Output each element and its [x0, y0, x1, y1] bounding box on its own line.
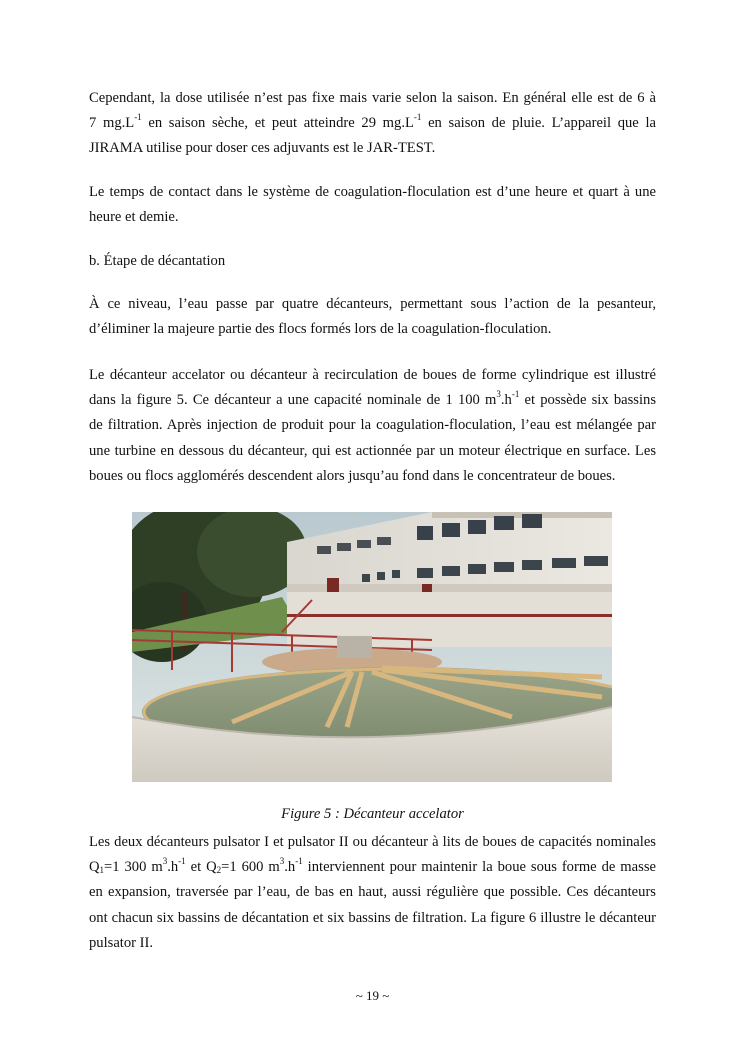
figure-caption: Figure 5 : Décanteur accelator [281, 806, 464, 822]
paragraph-pulsator [89, 830, 656, 956]
text-line: Le temps de contact dans le système de coagulation-floculation est d’une heure et quart à une [89, 184, 656, 200]
text-line: Cependant, la dose utilisée n’est pas fixe mais varie selon la saison. En général elle est de 6 à [89, 90, 656, 106]
text-line: dans la figure 5. Ce décanteur a une capacité nominale de 1 100 $m^3.h^{-1}$ et possède six bassins [89, 389, 656, 409]
text-line: JIRAMA utilise pour doser ces adjuvants est le JAR-TEST. [89, 140, 436, 157]
text-line: pulsator II. [89, 934, 154, 951]
text-line: Le décanteur accelator ou décanteur à recirculation de boues de forme cylindrique est illustré [89, 367, 656, 383]
text-line: $Q_1=1$ 300 $m^3.h^{-1}$ et $Q_2=1$ 600 $m^3.h^{-1}$ interviennent pour maintenir la boue sous forme de masse [89, 856, 656, 876]
text-line: boues ou flocs agglomérés descendent alors jusqu’au fond dans le concentrateur de boues. [89, 467, 616, 484]
paragraph-accelator [89, 363, 656, 489]
figure-5-photo [132, 512, 612, 782]
text-line: de filtration. Après injection de produit pour la coagulation-floculation, l’eau est mélangée par [89, 417, 656, 434]
paragraph-dose [89, 86, 656, 162]
text-line: ont chacun six bassins de décantation et six bassins de filtration. La figure 6 illustre le décanteur [89, 909, 656, 926]
text-line: À ce niveau, l’eau passe par quatre décanteurs, permettant sous l’action de la pesanteur, [89, 296, 656, 312]
text-line: Les deux décanteurs pulsator I et pulsator II ou décanteur à lits de boues de capacités nominales [89, 834, 656, 850]
text-line: en expansion, traversée par l’eau, de bas en haut, aussi régulière que possible. Ces décanteurs [89, 884, 656, 901]
paragraph-contact-time [89, 180, 656, 230]
paragraph-decanters [89, 292, 656, 342]
text-line: une turbine en dessous du décanteur, qui est actionnée par un moteur électrique en surface. Les [89, 442, 656, 459]
page-number: ~ 19 ~ [355, 988, 390, 1003]
text-line: 7 $mg.L^{-1}$ en saison sèche, et peut atteindre 29 $mg.L^{-1}$ en saison de pluie. L’appareil que la [89, 112, 656, 132]
text-line: d’éliminer la majeure partie des flocs formés lors de la coagulation-floculation. [89, 321, 552, 338]
section-heading: b. Étape de décantation [89, 253, 226, 269]
text-line: heure et demie. [89, 209, 179, 226]
